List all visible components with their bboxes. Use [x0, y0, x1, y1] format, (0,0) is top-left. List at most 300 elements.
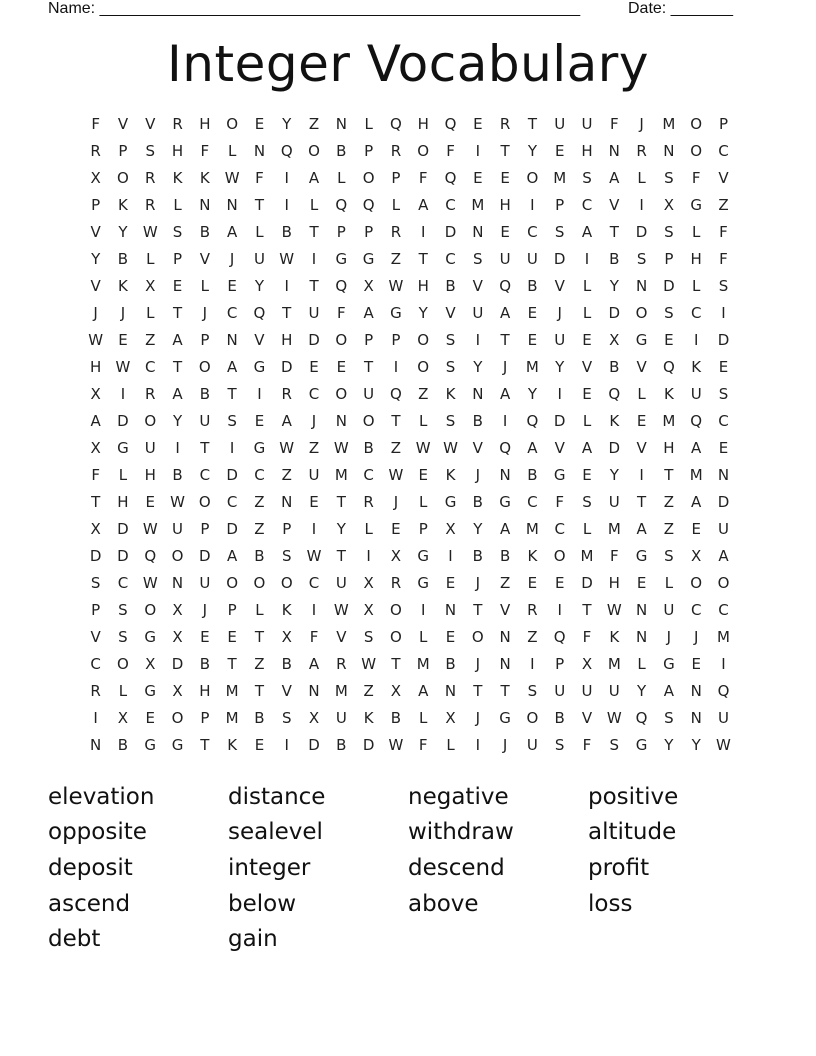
grid-letter: W: [606, 709, 622, 727]
grid-letter: S: [664, 169, 674, 187]
grid-letter: T: [91, 493, 101, 511]
grid-letter: Z: [390, 439, 402, 457]
grid-letter: T: [609, 223, 619, 241]
grid-letter: U: [199, 574, 211, 592]
grid-letter: M: [607, 655, 621, 673]
grid-letter: L: [118, 466, 128, 484]
grid-letter: G: [335, 250, 348, 268]
grid-letter: M: [580, 547, 594, 565]
grid-letter: F: [555, 493, 565, 511]
grid-letter: Q: [444, 169, 457, 187]
grid-letter: T: [336, 493, 346, 511]
grid-letter: F: [418, 169, 428, 187]
grid-letter: Z: [308, 439, 320, 457]
grid-letter: B: [117, 736, 129, 754]
grid-letter: H: [281, 331, 293, 349]
grid-letter: O: [362, 412, 375, 430]
grid-letter: K: [227, 736, 238, 754]
grid-letter: F: [200, 142, 210, 160]
grid-letter: L: [255, 601, 264, 619]
grid-letter: Y: [527, 385, 537, 403]
grid-letter: P: [200, 520, 210, 538]
grid-letter: L: [364, 520, 373, 538]
grid-letter: T: [500, 142, 510, 160]
grid-letter: Z: [254, 655, 265, 673]
grid-letter: I: [721, 304, 726, 322]
grid-letter: S: [363, 628, 374, 646]
grid-letter: W: [333, 439, 349, 457]
grid-letter: O: [526, 169, 539, 187]
grid-letter: V: [90, 223, 101, 241]
grid-letter: E: [254, 412, 265, 430]
grid-letter: M: [607, 520, 621, 538]
grid-letter: I: [475, 142, 481, 160]
grid-letter: J: [666, 628, 672, 646]
grid-letter: R: [390, 223, 402, 241]
grid-letter: E: [527, 304, 538, 322]
grid-letter: Z: [663, 520, 675, 538]
grid-row: [82, 327, 737, 354]
grid-letter: M: [662, 115, 676, 133]
grid-letter: Y: [609, 277, 619, 295]
grid-letter: G: [635, 331, 648, 349]
grid-letter: O: [690, 115, 703, 133]
grid-letter: W: [361, 655, 377, 673]
grid-letter: L: [309, 196, 319, 214]
grid-letter: J: [693, 628, 699, 646]
grid-letter: C: [199, 466, 211, 484]
grid-letter: D: [117, 547, 129, 565]
grid-letter: V: [581, 358, 593, 376]
grid-letter: F: [609, 547, 619, 565]
grid-letter: Z: [499, 574, 511, 592]
grid-letter: I: [257, 385, 262, 403]
grid-letter: G: [417, 574, 430, 592]
grid-letter: Z: [254, 493, 265, 511]
grid-letter: A: [363, 304, 374, 322]
grid-letter: I: [393, 358, 399, 376]
grid-letter: I: [530, 655, 535, 673]
grid-letter: O: [717, 574, 730, 592]
grid-letter: N: [253, 142, 266, 160]
grid-letter: G: [690, 196, 702, 214]
grid-letter: D: [117, 412, 129, 430]
grid-letter: F: [719, 250, 728, 268]
grid-letter: Y: [91, 250, 101, 268]
grid-letter: J: [502, 736, 508, 754]
grid-letter: O: [253, 574, 266, 592]
grid-letter: Z: [527, 628, 538, 646]
grid-letter: L: [692, 223, 701, 241]
grid-row: [82, 597, 737, 624]
grid-letter: D: [199, 547, 211, 565]
grid-letter: B: [363, 439, 374, 457]
grid-letter: N: [199, 196, 211, 214]
grid-letter: L: [637, 169, 646, 187]
grid-letter: C: [554, 520, 565, 538]
grid-letter: V: [609, 196, 620, 214]
grid-letter: D: [717, 493, 730, 511]
grid-letter: U: [363, 385, 375, 403]
grid-letter: O: [417, 142, 430, 160]
grid-letter: E: [473, 115, 483, 133]
grid-letter: T: [391, 655, 401, 673]
word-bank-row: [48, 815, 768, 851]
grid-letter: N: [635, 601, 648, 619]
grid-letter: P: [718, 115, 728, 133]
grid-letter: J: [475, 466, 481, 484]
grid-letter: M: [416, 655, 430, 673]
grid-letter: D: [553, 250, 566, 268]
grid-letter: Q: [390, 385, 402, 403]
grid-letter: G: [171, 736, 184, 754]
grid-letter: Y: [418, 304, 428, 322]
grid-letter: L: [391, 196, 401, 214]
grid-letter: F: [719, 223, 728, 241]
grid-letter: H: [608, 574, 620, 592]
grid-letter: U: [526, 736, 538, 754]
grid-letter: C: [718, 412, 729, 430]
grid-row: [82, 192, 737, 219]
grid-letter: J: [393, 493, 399, 511]
grid-letter: A: [281, 412, 292, 430]
grid-row: [82, 408, 737, 435]
grid-letter: A: [718, 547, 729, 565]
grid-letter: D: [171, 655, 184, 673]
grid-letter: N: [663, 142, 675, 160]
grid-letter: C: [718, 601, 729, 619]
grid-letter: T: [473, 682, 483, 700]
grid-letter: B: [199, 223, 210, 241]
grid-letter: N: [608, 142, 620, 160]
grid-letter: X: [145, 655, 156, 673]
grid-letter: P: [364, 331, 374, 349]
grid-letter: K: [663, 385, 674, 403]
grid-letter: T: [309, 223, 319, 241]
grid-letter: K: [363, 709, 374, 727]
grid-letter: O: [226, 574, 239, 592]
grid-letter: F: [609, 115, 619, 133]
grid-letter: P: [418, 520, 428, 538]
word-bank-item: above: [408, 890, 479, 917]
grid-letter: C: [718, 142, 729, 160]
word-search-grid: [82, 111, 737, 759]
grid-letter: S: [664, 304, 674, 322]
grid-letter: E: [664, 331, 674, 349]
grid-letter: Q: [690, 412, 703, 430]
grid-letter: T: [172, 358, 183, 376]
grid-letter: Q: [335, 277, 348, 295]
grid-letter: G: [635, 736, 648, 754]
grid-letter: R: [145, 169, 156, 187]
grid-letter: Q: [635, 709, 648, 727]
word-bank-item: descend: [408, 854, 505, 881]
grid-letter: O: [526, 709, 539, 727]
grid-letter: Q: [526, 412, 539, 430]
grid-letter: R: [363, 493, 374, 511]
grid-letter: C: [90, 655, 101, 673]
grid-letter: S: [718, 385, 729, 403]
grid-letter: V: [554, 277, 565, 295]
word-bank-row: [48, 850, 768, 886]
grid-letter: E: [473, 169, 483, 187]
grid-letter: X: [281, 628, 292, 646]
grid-letter: Z: [281, 466, 292, 484]
grid-letter: E: [445, 574, 456, 592]
word-bank-row: [48, 886, 768, 922]
grid-letter: B: [281, 655, 292, 673]
grid-letter: E: [309, 493, 319, 511]
grid-letter: R: [90, 142, 101, 160]
grid-letter: D: [635, 223, 648, 241]
grid-letter: W: [388, 736, 404, 754]
grid-letter: D: [117, 520, 129, 538]
grid-letter: D: [226, 520, 238, 538]
grid-letter: Q: [253, 304, 266, 322]
grid-letter: T: [172, 304, 183, 322]
grid-letter: R: [172, 115, 183, 133]
grid-letter: W: [716, 736, 731, 754]
grid-letter: J: [475, 709, 481, 727]
grid-letter: D: [280, 358, 293, 376]
word-bank-item: negative: [408, 783, 509, 810]
grid-letter: W: [388, 466, 404, 484]
grid-letter: A: [227, 223, 238, 241]
grid-row: [82, 435, 737, 462]
grid-letter: O: [417, 358, 430, 376]
grid-letter: U: [253, 250, 265, 268]
word-bank-item: deposit: [48, 854, 133, 881]
grid-letter: L: [255, 223, 264, 241]
grid-letter: K: [445, 385, 456, 403]
grid-letter: T: [254, 628, 265, 646]
grid-letter: I: [284, 196, 289, 214]
grid-letter: W: [306, 547, 322, 565]
grid-letter: T: [418, 250, 428, 268]
grid-letter: L: [118, 682, 128, 700]
grid-letter: J: [311, 412, 317, 430]
page-title: Integer Vocabulary: [167, 35, 649, 93]
grid-letter: R: [281, 385, 292, 403]
grid-letter: O: [635, 304, 648, 322]
grid-letter: S: [664, 709, 674, 727]
grid-letter: A: [172, 331, 183, 349]
grid-letter: I: [639, 196, 644, 214]
grid-letter: J: [93, 304, 98, 322]
grid-letter: V: [145, 115, 156, 133]
grid-letter: O: [335, 385, 348, 403]
grid-letter: G: [144, 736, 157, 754]
grid-letter: I: [284, 736, 289, 754]
grid-letter: X: [445, 520, 456, 538]
grid-letter: L: [582, 277, 592, 295]
grid-letter: D: [362, 736, 375, 754]
grid-letter: A: [527, 439, 538, 457]
grid-letter: H: [417, 277, 429, 295]
grid-letter: S: [609, 736, 620, 754]
grid-letter: V: [336, 628, 347, 646]
grid-row: [82, 246, 737, 273]
grid-letter: E: [145, 709, 155, 727]
grid-letter: O: [171, 547, 184, 565]
grid-letter: U: [499, 250, 511, 268]
grid-letter: D: [553, 412, 566, 430]
grid-letter: P: [282, 520, 292, 538]
grid-letter: C: [363, 466, 374, 484]
grid-letter: U: [308, 466, 320, 484]
grid-letter: U: [199, 412, 211, 430]
grid-letter: E: [500, 223, 510, 241]
grid-letter: N: [472, 223, 484, 241]
grid-letter: R: [636, 142, 647, 160]
grid-letter: X: [390, 682, 402, 700]
grid-letter: E: [445, 628, 456, 646]
grid-letter: N: [90, 736, 102, 754]
grid-letter: C: [226, 493, 238, 511]
grid-letter: X: [445, 709, 456, 727]
grid-letter: R: [145, 196, 156, 214]
grid-letter: K: [199, 169, 210, 187]
grid-letter: W: [142, 223, 158, 241]
word-bank-item: integer: [228, 854, 311, 881]
grid-letter: F: [582, 628, 592, 646]
grid-letter: V: [636, 358, 647, 376]
grid-letter: T: [254, 682, 265, 700]
grid-letter: U: [335, 709, 347, 727]
grid-letter: N: [717, 466, 730, 484]
grid-letter: E: [391, 520, 401, 538]
grid-letter: B: [527, 466, 538, 484]
grid-letter: B: [445, 655, 456, 673]
grid-letter: I: [420, 223, 426, 241]
grid-letter: C: [445, 196, 456, 214]
grid-letter: K: [527, 547, 538, 565]
grid-letter: E: [718, 358, 729, 376]
grid-letter: B: [172, 466, 183, 484]
grid-letter: U: [717, 709, 729, 727]
grid-letter: I: [284, 169, 289, 187]
grid-letter: X: [363, 601, 374, 619]
grid-letter: U: [717, 520, 729, 538]
grid-letter: E: [582, 385, 592, 403]
grid-letter: W: [415, 439, 431, 457]
grid-letter: U: [308, 304, 320, 322]
grid-letter: H: [417, 115, 429, 133]
grid-letter: V: [472, 439, 483, 457]
grid-letter: B: [390, 709, 402, 727]
grid-letter: Y: [664, 736, 674, 754]
grid-letter: G: [253, 358, 266, 376]
name-field[interactable]: Name: ______________________________________________________: [48, 0, 581, 17]
grid-letter: E: [691, 520, 701, 538]
grid-letter: N: [444, 601, 457, 619]
grid-letter: J: [475, 655, 481, 673]
grid-row: [82, 138, 737, 165]
grid-row: [82, 570, 737, 597]
grid-letter: I: [93, 709, 98, 727]
grid-letter: E: [527, 331, 538, 349]
grid-letter: N: [335, 412, 347, 430]
grid-letter: G: [362, 250, 375, 268]
grid-letter: G: [499, 709, 511, 727]
grid-letter: Z: [718, 196, 729, 214]
grid-letter: I: [721, 655, 726, 673]
grid-letter: Y: [172, 412, 183, 430]
grid-letter: P: [200, 331, 210, 349]
grid-letter: Y: [473, 520, 483, 538]
grid-letter: J: [202, 601, 208, 619]
grid-row: [82, 219, 737, 246]
grid-letter: W: [388, 277, 404, 295]
grid-letter: G: [117, 439, 129, 457]
grid-letter: T: [637, 493, 647, 511]
grid-letter: R: [145, 385, 156, 403]
grid-letter: K: [609, 628, 620, 646]
grid-letter: V: [718, 169, 729, 187]
grid-letter: H: [199, 115, 211, 133]
grid-row: [82, 543, 737, 570]
grid-row: [82, 678, 737, 705]
grid-letter: A: [499, 520, 511, 538]
grid-letter: X: [691, 547, 702, 565]
grid-letter: J: [229, 250, 235, 268]
grid-letter: H: [199, 682, 211, 700]
grid-letter: S: [281, 547, 292, 565]
grid-letter: Q: [280, 142, 293, 160]
grid-letter: P: [364, 223, 374, 241]
grid-letter: V: [499, 601, 511, 619]
grid-letter: W: [606, 601, 622, 619]
grid-letter: O: [417, 331, 430, 349]
grid-letter: D: [308, 736, 320, 754]
grid-letter: P: [555, 655, 565, 673]
grid-letter: T: [254, 196, 265, 214]
grid-row: [82, 381, 737, 408]
grid-letter: R: [390, 574, 402, 592]
grid-letter: Z: [363, 682, 374, 700]
grid-letter: I: [175, 439, 180, 457]
date-field[interactable]: Date: _______: [628, 0, 733, 17]
grid-letter: F: [91, 115, 100, 133]
grid-letter: B: [336, 142, 347, 160]
grid-letter: S: [664, 547, 674, 565]
grid-letter: O: [390, 628, 402, 646]
grid-letter: L: [146, 304, 155, 322]
grid-letter: Y: [527, 142, 537, 160]
grid-letter: Q: [717, 682, 730, 700]
grid-letter: X: [90, 520, 101, 538]
grid-letter: W: [142, 520, 158, 538]
grid-letter: V: [445, 304, 456, 322]
grid-letter: J: [475, 574, 481, 592]
grid-letter: D: [444, 223, 457, 241]
grid-letter: C: [308, 385, 320, 403]
word-bank-item: elevation: [48, 783, 155, 810]
grid-letter: U: [172, 520, 184, 538]
grid-letter: S: [281, 709, 292, 727]
grid-letter: S: [118, 628, 128, 646]
grid-letter: P: [391, 331, 401, 349]
grid-letter: G: [553, 466, 566, 484]
grid-letter: C: [527, 223, 538, 241]
grid-letter: C: [117, 574, 129, 592]
grid-letter: A: [691, 493, 702, 511]
grid-letter: E: [172, 277, 183, 295]
grid-letter: V: [281, 682, 292, 700]
grid-letter: B: [472, 547, 483, 565]
grid-letter: L: [419, 709, 428, 727]
grid-letter: M: [225, 709, 239, 727]
